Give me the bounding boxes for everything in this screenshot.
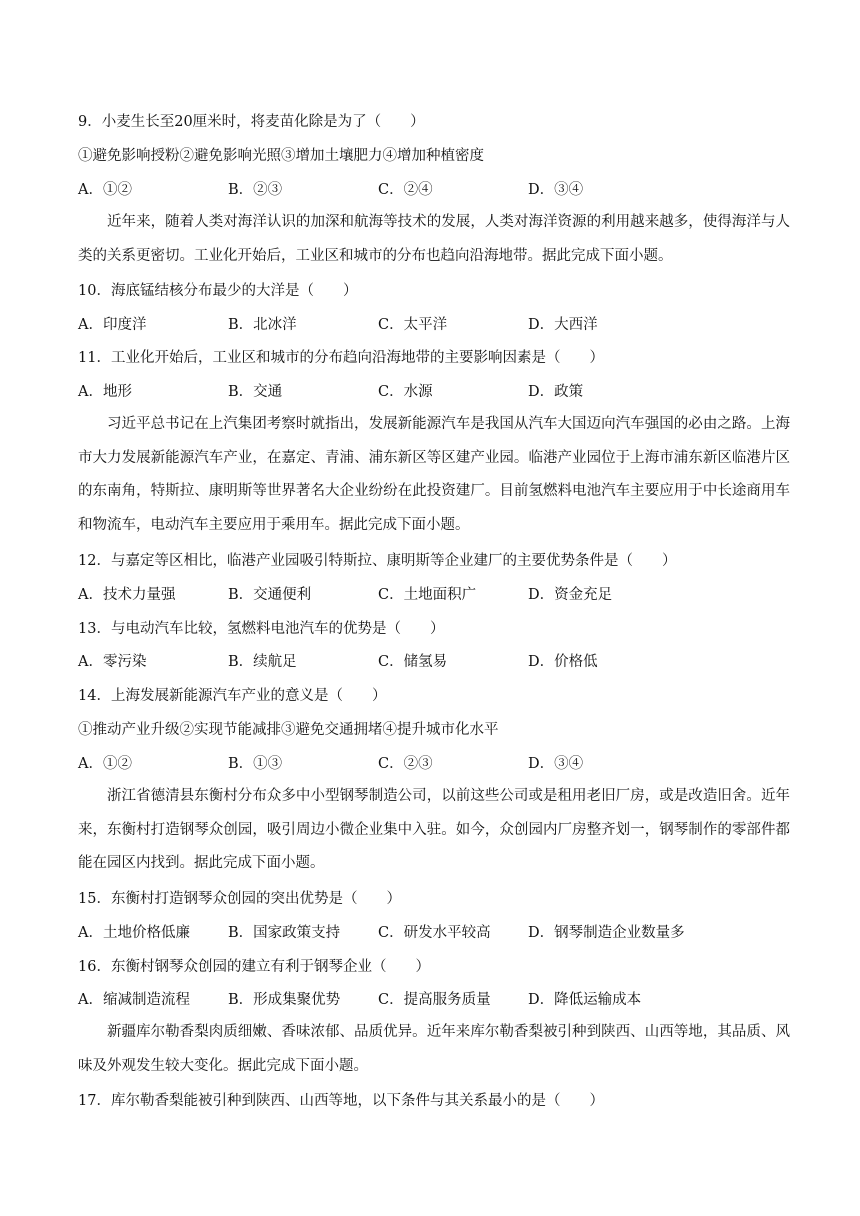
option-c: C．水源 [378,384,433,400]
question-17-stem: 17．库尔勒香梨能被引种到陕西、山西等地，以下条件与其关系最小的是（ ） [78,1093,604,1109]
question-12-stem: 12．与嘉定等区相比，临港产业园吸引特斯拉、康明斯等企业建厂的主要优势条件是（ ） [78,553,677,569]
option-c: C．土地面积广 [378,587,477,603]
option-a: A．土地价格低廉 [78,925,190,941]
option-b: B．形成集聚优势 [228,992,341,1008]
question-16-stem: 16．东衡村钢琴众创园的建立有利于钢琴企业（ ） [78,959,430,975]
option-a: A．①② [78,182,132,198]
question-13-stem: 13．与电动汽车比较，氢燃料电池汽车的优势是（ ） [78,621,445,637]
option-d: D．③④ [528,182,584,198]
option-c: C．②③ [378,756,433,772]
question-14-statements: ①推动产业升级②实现节能减排③避免交通拥堵④提升城市化水平 [78,722,499,738]
passage-1-text: 近年来，随着人类对海洋认识的加深和航海等技术的发展，人类对海洋资源的利用越来越多，使得海洋与人类的关系更密切。工业化开始后，工业区和城市的分布也趋向沿海地带。据此完成下面小题。 [78,214,790,264]
passage-1 [78,206,790,273]
option-c: C．研发水平较高 [378,925,491,941]
option-a: A．印度洋 [78,317,147,333]
option-a: A．缩减制造流程 [78,992,190,1008]
passage-3 [78,780,790,881]
option-c: C．太平洋 [378,317,448,333]
passage-2-text: 习近平总书记在上汽集团考察时就指出，发展新能源汽车是我国从汽车大国迈向汽车强国的必由之路。上海市大力发展新能源汽车产业，在嘉定、青浦、浦东新区等区建产业园。临港产业园位于上海市浦东新区临港片区的东南角，特斯拉、康明斯等世界著名大企业纷纷在此投资建厂。目前氢燃料电池汽车主要应用于中长途商用车和物流车，电动汽车主要应用于乘用车。据此完成下面小题。 [78,416,790,533]
option-c: C．储氢易 [378,654,448,670]
passage-2 [78,408,790,542]
option-b: B．北冰洋 [228,317,297,333]
option-a: A．技术力量强 [78,587,176,603]
option-d: D．钢琴制造企业数量多 [528,925,685,941]
passage-4-text: 新疆库尔勒香梨肉质细嫩、香味浓郁、品质优异。近年来库尔勒香梨被引种到陕西、山西等地，其品质、风味及外观发生较大变化。据此完成下面小题。 [78,1024,790,1074]
option-d: D．大西洋 [528,317,598,333]
option-d: D．价格低 [528,654,598,670]
passage-4 [78,1016,790,1083]
option-a: A．①② [78,756,132,772]
question-11-stem: 11．工业化开始后，工业区和城市的分布趋向沿海地带的主要影响因素是（ ） [78,350,604,366]
option-c: C．提高服务质量 [378,992,491,1008]
option-d: D．降低运输成本 [528,992,642,1008]
option-a: A．零污染 [78,654,147,670]
option-b: B．续航足 [228,654,297,670]
option-a: A．地形 [78,384,132,400]
question-15-stem: 15．东衡村打造钢琴众创园的突出优势是（ ） [78,891,401,907]
question-10-stem: 10．海底锰结核分布最少的大洋是（ ） [78,283,358,299]
option-b: B．①③ [228,756,283,772]
question-9-statements: ①避免影响授粉②避免影响光照③增加土壤肥力④增加种植密度 [78,148,484,164]
option-b: B．交通 [228,384,283,400]
option-b: B．交通便利 [228,587,312,603]
option-b: B．②③ [228,182,283,198]
option-d: D．③④ [528,756,584,772]
option-c: C．②④ [378,182,433,198]
question-9-stem: 9．小麦生长至20厘米时，将麦苗化除是为了（ ） [78,114,425,130]
option-d: D．政策 [528,384,584,400]
question-14-stem: 14．上海发展新能源汽车产业的意义是（ ） [78,688,387,704]
passage-3-text: 浙江省德清县东衡村分布众多中小型钢琴制造公司，以前这些公司或是租用老旧厂房，或是改造旧舍。近年来，东衡村打造钢琴众创园，吸引周边小微企业集中入驻。如今，众创园内厂房整齐划一，钢琴制作的零部件都能在园区内找到。据此完成下面小题。 [78,788,790,872]
option-b: B．国家政策支持 [228,925,341,941]
option-d: D．资金充足 [528,587,613,603]
